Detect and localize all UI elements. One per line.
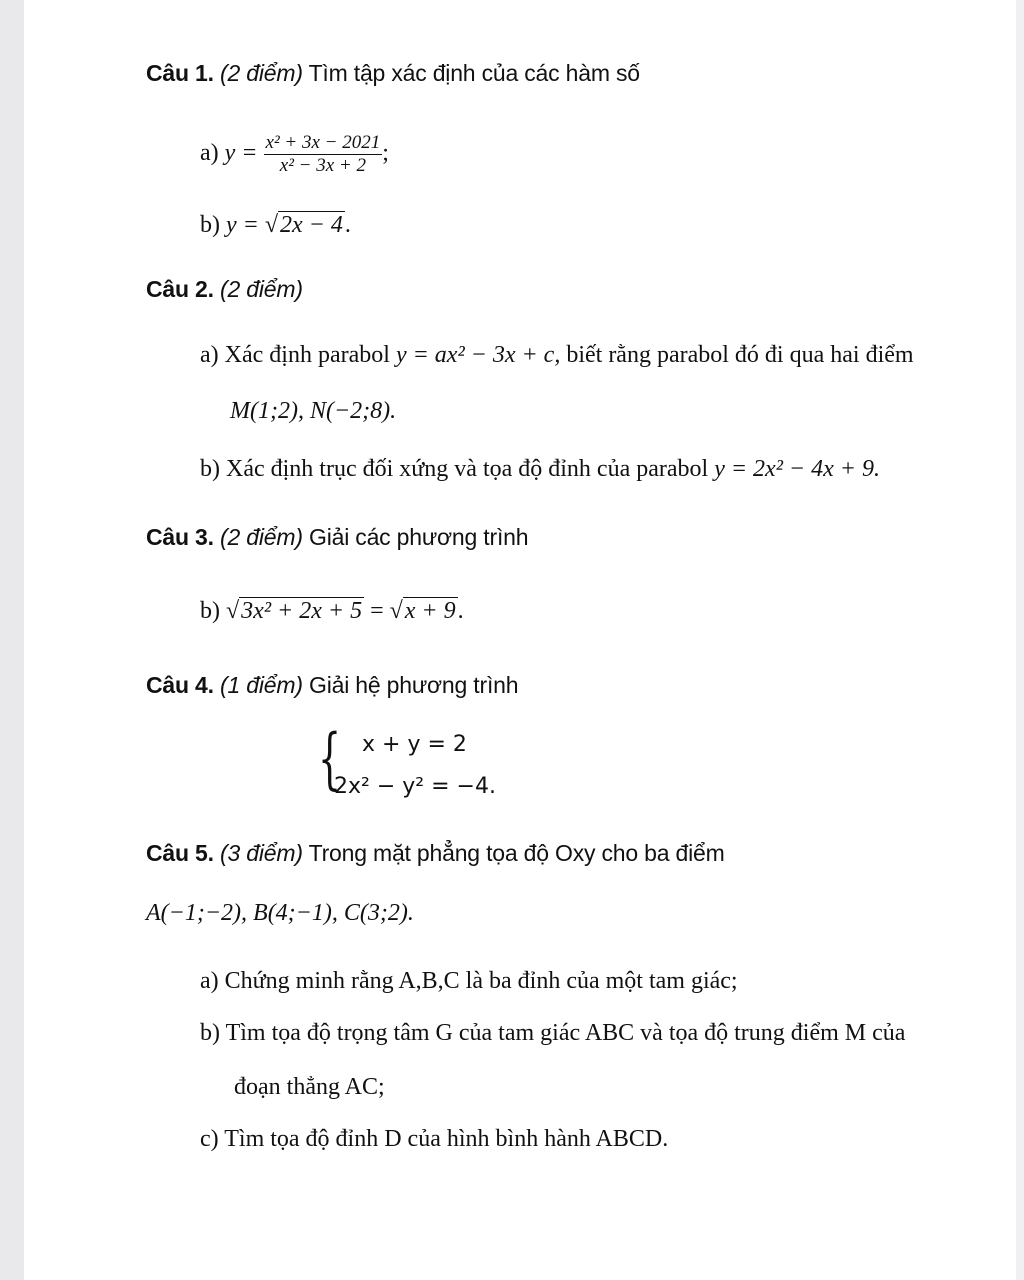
question-2b-label: b) bbox=[200, 456, 220, 482]
question-5-heading bbox=[146, 840, 725, 867]
question-5c bbox=[200, 1126, 668, 1153]
question-2-label: Câu 2. bbox=[146, 276, 214, 302]
question-4-text: Giải hệ phương trình bbox=[309, 672, 519, 698]
question-1a-label: a) bbox=[200, 139, 219, 166]
question-1a-fraction bbox=[264, 132, 383, 177]
question-1-heading bbox=[146, 60, 640, 87]
question-1a-lhs: y = bbox=[224, 139, 258, 166]
question-4-points: (1 điểm) bbox=[220, 672, 303, 698]
system-equation-1: x + y = 2 bbox=[362, 732, 467, 757]
question-3-points: (2 điểm) bbox=[220, 524, 303, 550]
question-1b bbox=[200, 212, 351, 239]
question-3-heading bbox=[146, 524, 528, 551]
question-2b bbox=[200, 456, 880, 483]
question-2-points: (2 điểm) bbox=[220, 276, 303, 302]
question-1b-label: b) bbox=[200, 212, 220, 238]
question-5c-text: Tìm tọa độ đỉnh D của hình bình hành ABCD. bbox=[224, 1126, 669, 1152]
question-5b-text2: đoạn thẳng AC; bbox=[234, 1074, 385, 1100]
question-2a-text: Xác định parabol bbox=[224, 342, 390, 368]
question-2b-equation: y = 2x² − 4x + 9. bbox=[714, 456, 880, 482]
question-2a bbox=[200, 342, 914, 369]
question-1-label: Câu 1. bbox=[146, 60, 214, 86]
question-1a bbox=[200, 132, 389, 177]
question-5-text: Trong mặt phẳng tọa độ Oxy cho ba điểm bbox=[308, 840, 725, 866]
question-1a-numerator: x² + 3x − 2021 bbox=[265, 132, 381, 153]
question-5-points-line: A(−1;−2), B(4;−1), C(3;2). bbox=[146, 900, 414, 926]
question-1a-denominator: x² − 3x + 2 bbox=[279, 154, 366, 176]
question-1-text: Tìm tập xác định của các hàm số bbox=[308, 60, 640, 86]
question-5c-label: c) bbox=[200, 1126, 219, 1152]
page-left-margin bbox=[0, 0, 24, 1280]
system-equation-2: 2x² − y² = −4. bbox=[334, 774, 496, 799]
question-5a-label: a) bbox=[200, 968, 219, 994]
system-brace: { bbox=[318, 720, 342, 797]
question-1b-tail: . bbox=[344, 212, 351, 238]
question-3-text: Giải các phương trình bbox=[309, 524, 529, 550]
question-5a bbox=[200, 968, 738, 995]
question-3b-radicand-left: 3x² + 2x + 5 bbox=[241, 598, 363, 624]
question-3b-tail: . bbox=[457, 598, 464, 624]
question-3b-sqrt-right: √x + 9 bbox=[389, 598, 456, 624]
question-4-label: Câu 4. bbox=[146, 672, 214, 698]
question-1b-sqrt: √2x − 4 bbox=[264, 212, 343, 238]
question-5-label: Câu 5. bbox=[146, 840, 214, 866]
question-2a-label: a) bbox=[200, 342, 219, 368]
question-5b-label: b) bbox=[200, 1020, 220, 1046]
question-5b bbox=[200, 1020, 905, 1047]
question-1b-radicand: 2x − 4 bbox=[280, 212, 343, 238]
question-1a-tail: ; bbox=[382, 139, 389, 166]
question-2a-equation: y = ax² − 3x + c, bbox=[395, 342, 561, 368]
question-3b-label: b) bbox=[200, 598, 220, 624]
question-2b-text: Xác định trục đối xứng và tọa độ đỉnh của parabol bbox=[226, 456, 709, 482]
question-1-points: (2 điểm) bbox=[220, 60, 303, 86]
question-2a-points: M(1;2), N(−2;8). bbox=[230, 398, 397, 424]
question-4-heading bbox=[146, 672, 518, 699]
question-2a-text2: biết rằng parabol đó đi qua hai điểm bbox=[566, 342, 914, 368]
question-3b-equals: = bbox=[370, 598, 384, 624]
question-3b-radicand-right: x + 9 bbox=[404, 598, 456, 624]
question-5-points: (3 điểm) bbox=[220, 840, 303, 866]
question-1b-lhs: y = bbox=[226, 212, 259, 238]
question-3b-sqrt-left: √3x² + 2x + 5 bbox=[226, 598, 363, 624]
question-2-heading bbox=[146, 276, 303, 303]
question-5b-text: Tìm tọa độ trọng tâm G của tam giác ABC và tọa độ trung điểm M của bbox=[225, 1020, 906, 1046]
page-right-margin bbox=[1016, 0, 1024, 1280]
question-5a-text: Chứng minh rằng A,B,C là ba đỉnh của một tam giác; bbox=[224, 968, 738, 994]
question-3b bbox=[200, 598, 464, 625]
question-3-label: Câu 3. bbox=[146, 524, 214, 550]
